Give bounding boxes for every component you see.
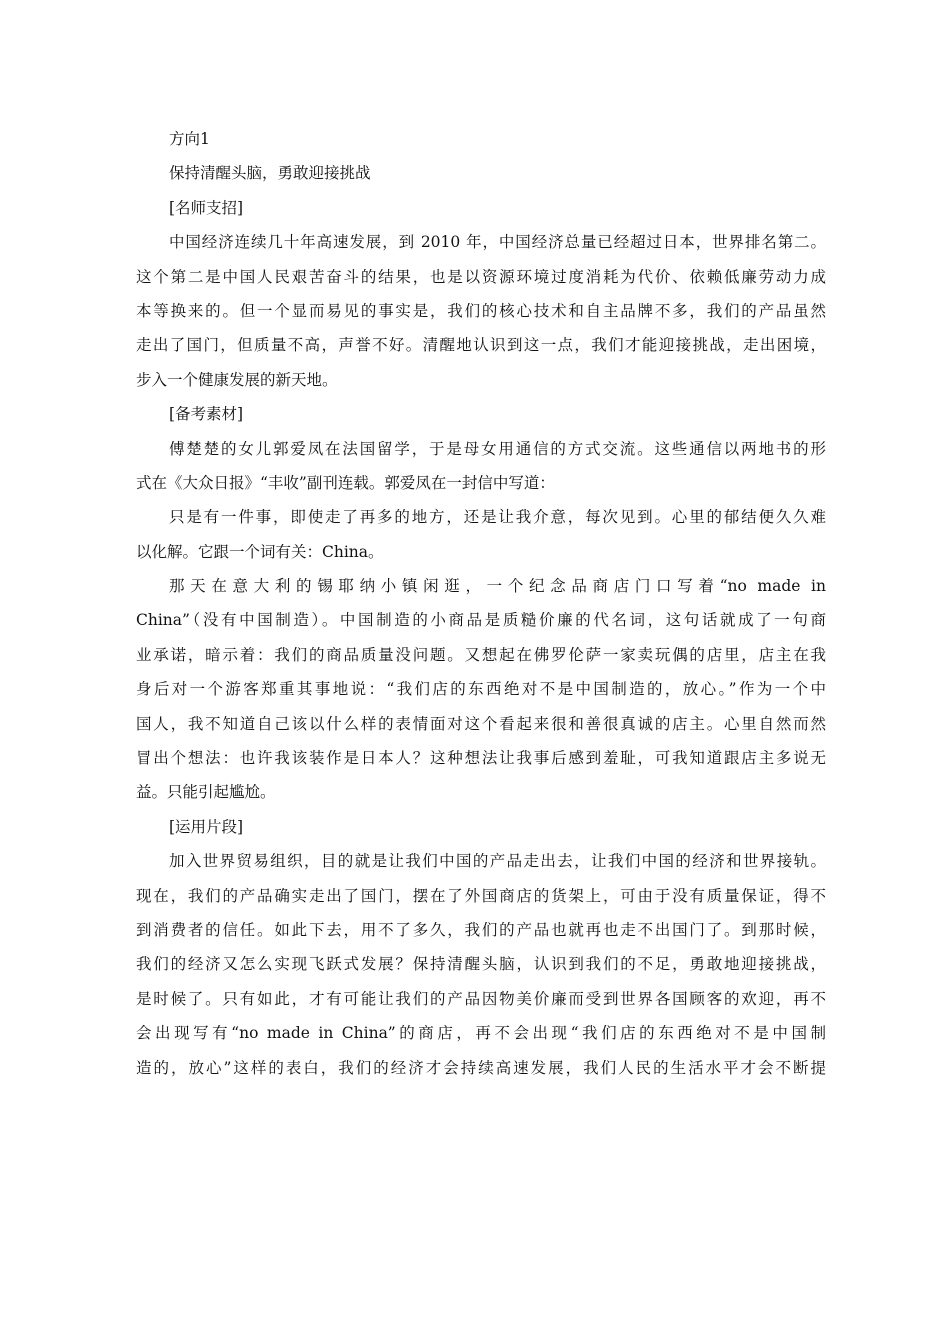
- paragraph-line: 中国经济连续几十年高速发展，到 2010 年，中国经济总量已经超过日本，世界排名第二。: [169, 233, 826, 252]
- paragraph-line: 傅楚楚的女儿郭爱凤在法国留学，于是母女用通信的方式交流。这些通信以两地书的形: [169, 439, 826, 458]
- paragraph-line: 本等换来的。但一个显而易见的事实是，我们的核心技术和自主品牌不多，我们的产品虽然: [136, 301, 826, 320]
- paragraph-line: 我们的经济又怎么实现飞跃式发展？保持清醒头脑，认识到我们的不足，勇敢地迎接挑战，: [136, 955, 826, 974]
- section-heading-materials: [备考素材]: [169, 405, 244, 424]
- paragraph-line: 是时候了。只有如此，才有可能让我们的产品因物美价廉而受到世界各国顾客的欢迎，再不: [136, 989, 826, 1008]
- paragraph-line: 步入一个健康发展的新天地。: [136, 370, 338, 389]
- paragraph-line: 以化解。它跟一个词有关：China。: [136, 542, 384, 561]
- section-heading-application: [运用片段]: [169, 817, 244, 836]
- paragraph-line: 会出现写有“no made in China”的商店，再不会出现“我们店的东西绝对不是中国制: [136, 1024, 826, 1043]
- paragraph-line: 这个第二是中国人民艰苦奋斗的结果，也是以资源环境过度消耗为代价、依赖低廉劳动力成: [136, 267, 826, 286]
- paragraph-line: 式在《大众日报》“丰收”副刊连载。郭爱凤在一封信中写道：: [136, 473, 555, 492]
- paragraph-line: 到消费者的信任。如此下去，用不了多久，我们的产品也就再也走不出国门了。到那时候，: [136, 920, 826, 939]
- paragraph-line: 现在，我们的产品确实走出了国门，摆在了外国商店的货架上，可由于没有质量保证，得不: [136, 886, 826, 905]
- paragraph-line: 那天在意大利的锡耶纳小镇闲逛，一个纪念品商店门口写着“no made in: [169, 577, 826, 596]
- document-body: [136, 122, 826, 1085]
- paragraph-line: 加入世界贸易组织，目的就是让我们中国的产品走出去，让我们中国的经济和世界接轨。: [169, 852, 826, 871]
- paragraph-line: 益。只能引起尴尬。: [136, 783, 276, 802]
- paragraph-line: 走出了国门，但质量不高，声誉不好。清醒地认识到这一点，我们才能迎接挑战，走出困境，: [136, 336, 826, 355]
- paragraph-line: 身后对一个游客郑重其事地说：“我们店的东西绝对不是中国制造的，放心。”作为一个中: [136, 680, 826, 699]
- paragraph-line: 业承诺，暗示着：我们的商品质量没问题。又想起在佛罗伦萨一家卖玩偶的店里，店主在我: [136, 645, 826, 664]
- paragraph-line: 国人，我不知道自己该以什么样的表情面对这个看起来很和善很真诚的店主。心里自然而然: [136, 714, 826, 733]
- paragraph-line: China”（没有中国制造）。中国制造的小商品是质糙价廉的代名词，这句话就成了一句商: [136, 611, 826, 630]
- paragraph-line: 造的，放心”这样的表白，我们的经济才会持续高速发展，我们人民的生活水平才会不断提: [136, 1058, 826, 1077]
- section-heading-tips: [名师支招]: [169, 198, 244, 217]
- direction-heading: 方向1: [169, 130, 210, 148]
- paragraph-line: 只是有一件事，即使走了再多的地方，还是让我介意，每次见到。心里的郁结便久久难: [169, 508, 826, 527]
- paragraph-line: 冒出个想法：也许我该装作是日本人？这种想法让我事后感到羞耻，可我知道跟店主多说无: [136, 749, 826, 768]
- main-title: 保持清醒头脑，勇敢迎接挑战: [169, 164, 371, 183]
